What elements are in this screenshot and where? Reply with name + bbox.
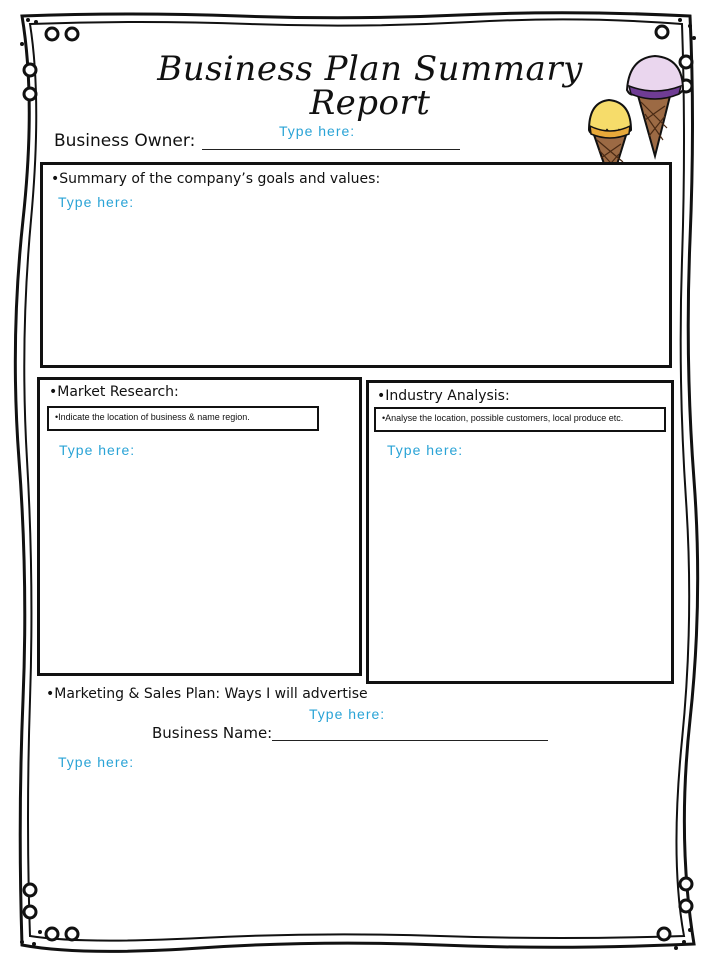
industry-analysis-type-here[interactable]: Type here: — [387, 442, 464, 458]
business-owner-line[interactable] — [202, 149, 460, 150]
market-research-heading: •Market Research: — [49, 384, 179, 400]
page-title: Business Plan Summary Report — [157, 49, 583, 123]
summary-heading: •Summary of the company’s goals and values: — [51, 171, 381, 187]
market-research-hint: •Indicate the location of business & name region. — [47, 406, 319, 431]
market-research-type-here[interactable]: Type here: — [59, 442, 136, 458]
business-name-type-here[interactable]: Type here: — [309, 706, 386, 722]
summary-type-here[interactable]: Type here: — [58, 194, 135, 210]
owner-type-here[interactable]: Type here: — [279, 123, 356, 139]
marketing-type-here[interactable]: Type here: — [58, 754, 135, 770]
business-owner-label: Business Owner: — [54, 131, 196, 151]
business-name-label: Business Name: — [152, 724, 273, 742]
market-research-box[interactable] — [37, 377, 362, 676]
industry-analysis-box[interactable] — [366, 380, 674, 684]
marketing-heading: •Marketing & Sales Plan: Ways I will advertise — [46, 686, 368, 702]
industry-analysis-hint: •Analyse the location, possible customers, local produce etc. — [374, 407, 666, 432]
industry-analysis-heading: •Industry Analysis: — [377, 388, 510, 404]
summary-box[interactable] — [40, 162, 672, 368]
business-name-line[interactable] — [272, 740, 548, 741]
